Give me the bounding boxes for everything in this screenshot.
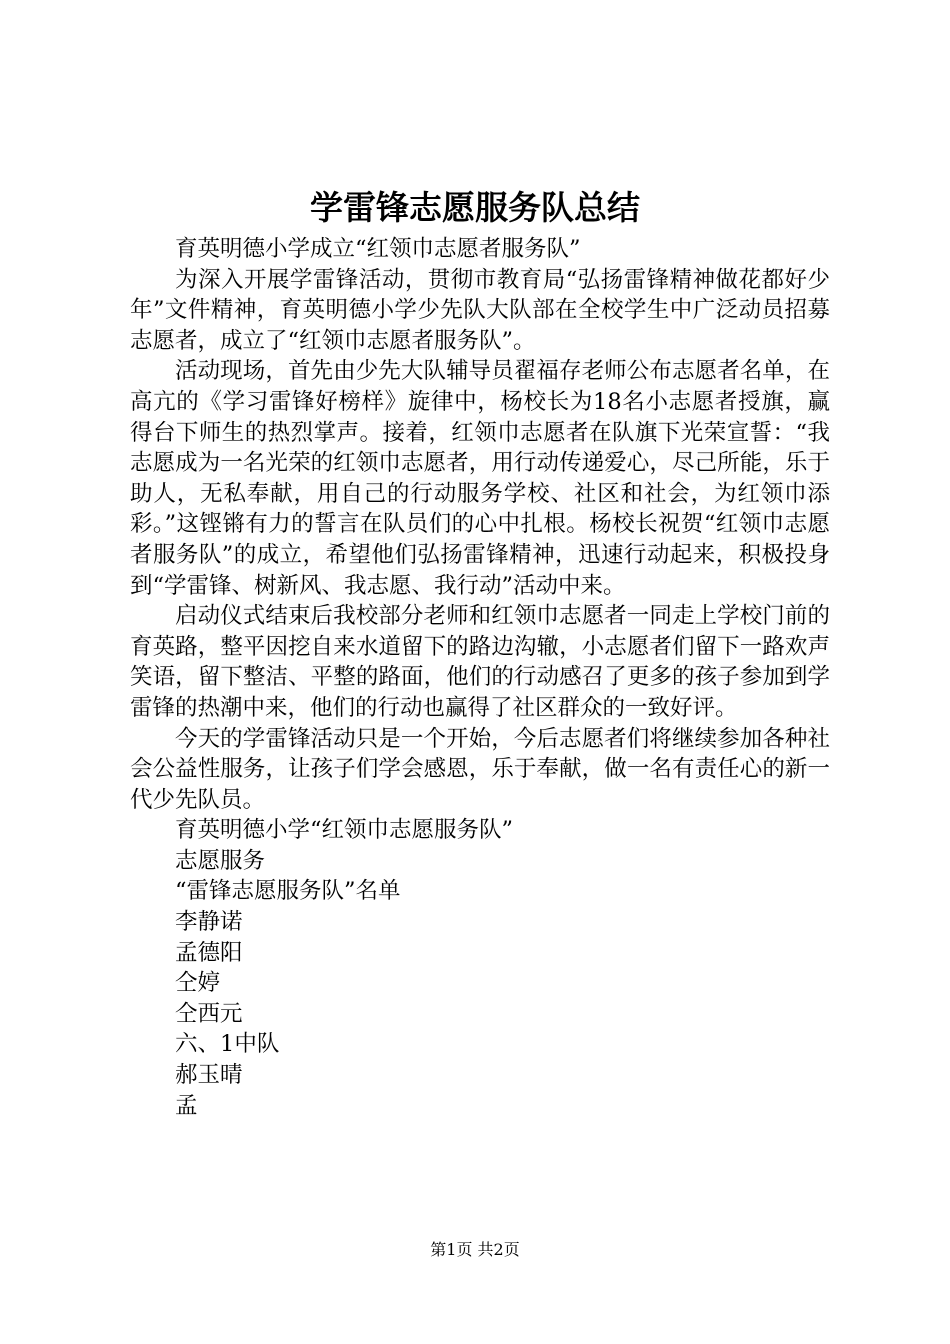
- paragraph: 今天的学雷锋活动只是一个开始，今后志愿者们将继续参加各种社会公益性服务，让孩子们学会感恩，乐于奉献，做一名有责任心的新一代少先队员。: [130, 725, 830, 813]
- name-item: 孟德阳: [175, 939, 243, 966]
- name-item: 李静诺: [175, 909, 243, 936]
- list-line: 志愿服务: [175, 847, 266, 874]
- list-line: 育英明德小学“红领巾志愿服务队”: [175, 817, 514, 844]
- name-item: 郝玉晴: [175, 1062, 243, 1089]
- name-item: 仝婷: [175, 970, 221, 997]
- paragraph-heading: 育英明德小学成立“红领巾志愿者服务队”: [175, 236, 581, 262]
- document-title: 学雷锋志愿服务队总结: [310, 188, 640, 227]
- paragraph: 活动现场，首先由少先大队辅导员翟福存老师公布志愿者名单，在高亢的《学习雷锋好榜样》旋律中，杨校长为18名小志愿者授旗，赢得台下师生的热烈掌声。接着，红领巾志愿者在队旗下光荣宣誓：“我志愿成为一名光荣的红领巾志愿者，用行动传递爱心，尽己所能，乐于助人，无私奉献，用自己的行动服务学校、社区和社会，为红领巾添彩。”这铿锵有力的誓言在队员们的心中扎根。杨校长祝贺“红领巾志愿者服务队”的成立，希望他们弘扬雷锋精神，迅速行动起来，积极投身到“学雷锋、树新风、我志愿、我行动”活动中来。: [130, 358, 830, 599]
- page-footer: 第1页 共2页: [430, 1240, 520, 1259]
- name-item: 仝西元: [175, 1000, 243, 1027]
- paragraph: 启动仪式结束后我校部分老师和红领巾志愿者一同走上学校门前的育英路，整平因挖自来水道留下的路边沟辙，小志愿者们留下一路欢声笑语，留下整洁、平整的路面，他们的行动感召了更多的孩子参加到学雷锋的热潮中来，他们的行动也赢得了社区群众的一致好评。: [130, 603, 830, 721]
- list-line: “雷锋志愿服务队”名单: [175, 878, 401, 905]
- squad-label: 六、1中队: [175, 1031, 280, 1058]
- name-item: 孟: [175, 1092, 198, 1119]
- paragraph: 为深入开展学雷锋活动，贯彻市教育局“弘扬雷锋精神做花都好少年”文件精神，育英明德小学少先队大队部在全校学生中广泛动员招募志愿者，成立了“红领巾志愿者服务队”。: [130, 266, 830, 354]
- document-body: [130, 234, 830, 1121]
